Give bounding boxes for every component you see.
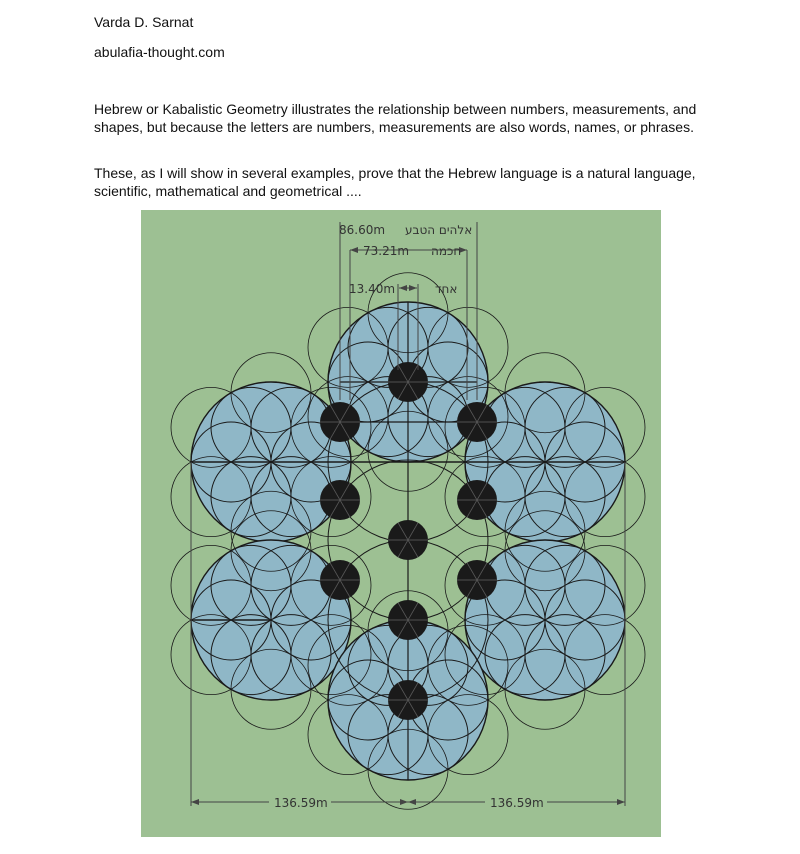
sephira-node <box>388 680 428 720</box>
sephira-node <box>457 560 497 600</box>
sacred-geometry-figure <box>141 210 661 837</box>
dim-bottom-right: 136.59m <box>490 796 544 810</box>
sephira-node <box>457 402 497 442</box>
intro-paragraph: Hebrew or Kabalistic Geometry illustrates the relationship between numbers, measurements, and shapes, but because the letters are numbers, measurements are also words, names, or phrases. <box>94 101 697 135</box>
geometry-diagram <box>141 210 661 837</box>
author-name: Varda D. Sarnat <box>94 14 194 30</box>
website-url: abulafia-thought.com <box>94 44 225 60</box>
sephira-node <box>457 480 497 520</box>
sephira-node <box>388 520 428 560</box>
dim-third-value: 13.40m <box>349 282 396 296</box>
dim-second-hebrew: חכמה <box>431 244 462 258</box>
sephira-node <box>388 600 428 640</box>
dim-second-value: 73.21m <box>363 244 410 258</box>
sephira-node <box>320 402 360 442</box>
dim-top-value: 86.60m <box>339 223 386 237</box>
sephira-node <box>388 362 428 402</box>
dim-bottom-left: 136.59m <box>274 796 328 810</box>
sephira-node <box>320 480 360 520</box>
sephira-node <box>320 560 360 600</box>
dim-top-hebrew: אלהים הטבע <box>405 223 473 237</box>
dim-third-hebrew: אחד <box>435 282 458 296</box>
claim-paragraph: These, as I will show in several examples, prove that the Hebrew language is a natural language, scientific, mathematical and geometrical .... <box>94 165 696 199</box>
